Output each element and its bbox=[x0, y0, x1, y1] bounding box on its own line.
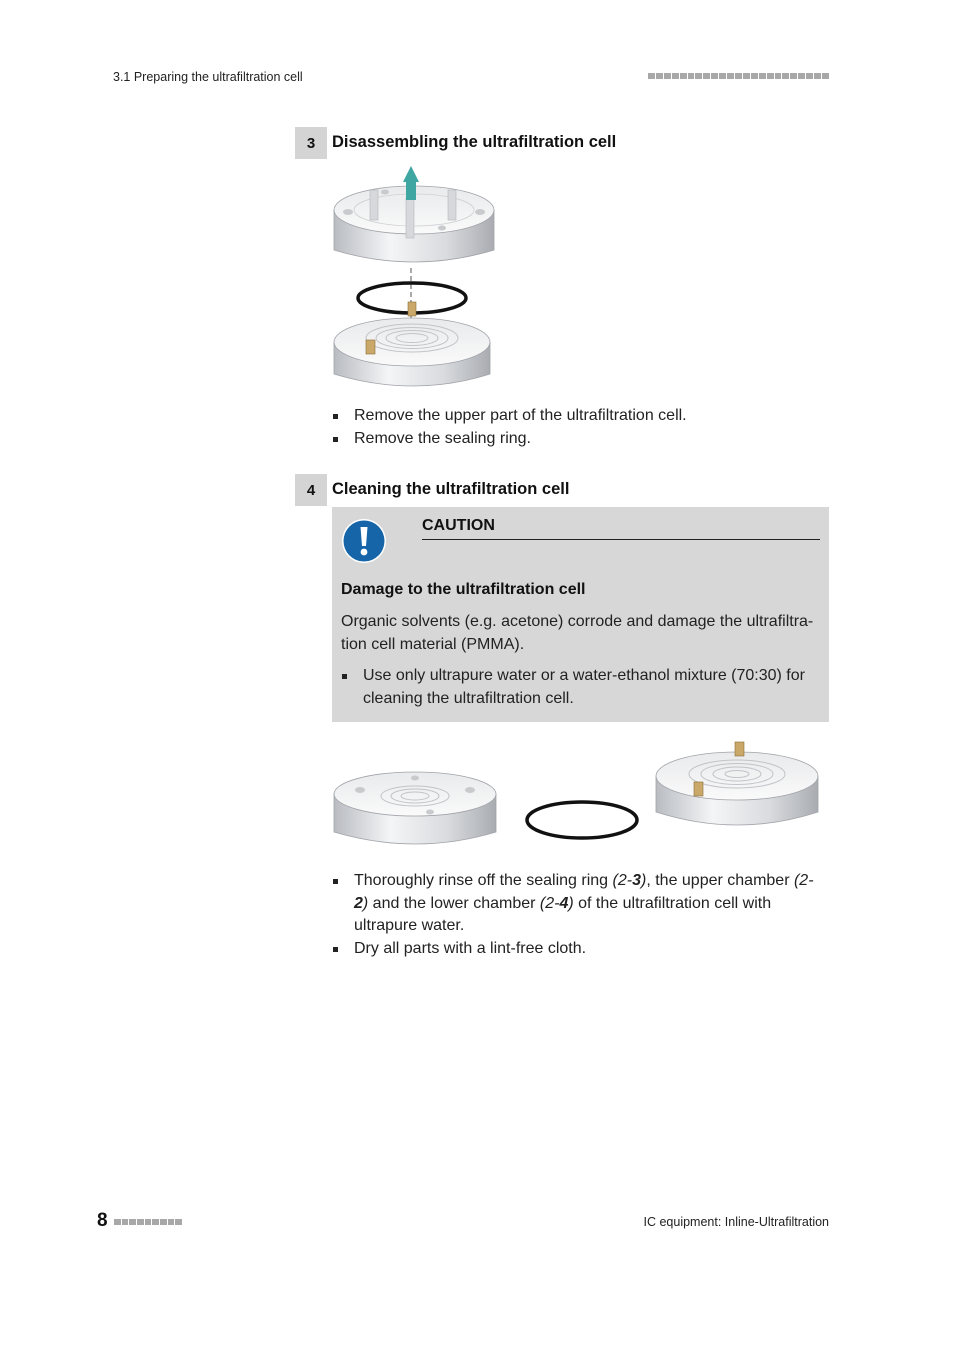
step-3-title: Disassembling the ultrafiltration cell bbox=[332, 133, 617, 151]
upper-chamber-part bbox=[334, 772, 496, 844]
list-item: Remove the sealing ring. bbox=[332, 428, 822, 451]
step-4-title: Cleaning the ultrafiltration cell bbox=[332, 480, 570, 498]
caution-label: CAUTION bbox=[422, 517, 820, 540]
caution-bullets bbox=[341, 665, 821, 710]
list-item: Remove the upper part of the ultrafiltration cell. bbox=[332, 405, 822, 428]
lower-chamber-part bbox=[334, 302, 490, 386]
caution-heading: Damage to the ultrafiltration cell bbox=[341, 581, 586, 598]
step-3-number: 3 bbox=[295, 127, 327, 159]
caution-text: Organic solvents (e.g. acetone) corrode and damage the ultrafiltra-tion cell material (PMMA). bbox=[341, 613, 814, 653]
exclamation-icon bbox=[341, 518, 387, 564]
caution-box bbox=[332, 507, 829, 722]
disassembly-illustration bbox=[330, 162, 500, 394]
document-title: IC equipment: Inline-Ultrafiltration bbox=[643, 1215, 829, 1229]
parts-illustration bbox=[330, 738, 825, 858]
sealing-ring bbox=[527, 802, 637, 838]
list-item: Use only ultrapure water or a water-ethanol mixture (70:30) for cleaning the ultrafiltration cell. bbox=[341, 665, 821, 710]
running-header: 3.1 Preparing the ultrafiltration cell bbox=[113, 70, 303, 84]
step-4-bullets bbox=[332, 870, 822, 960]
list-item: Thoroughly rinse off the sealing ring (2-3), the upper chamber (2-2) and the lower chamber (2-4) of the ultrafiltration cell with ultrapure water. bbox=[332, 870, 822, 938]
list-item: Dry all parts with a lint-free cloth. bbox=[332, 938, 822, 961]
step-4-number: 4 bbox=[295, 474, 327, 506]
page-number: 8 bbox=[97, 1210, 108, 1231]
step-3-bullets bbox=[332, 405, 822, 450]
lower-chamber-part bbox=[656, 742, 818, 825]
header-decoration bbox=[648, 73, 829, 79]
footer-decoration bbox=[114, 1219, 182, 1225]
